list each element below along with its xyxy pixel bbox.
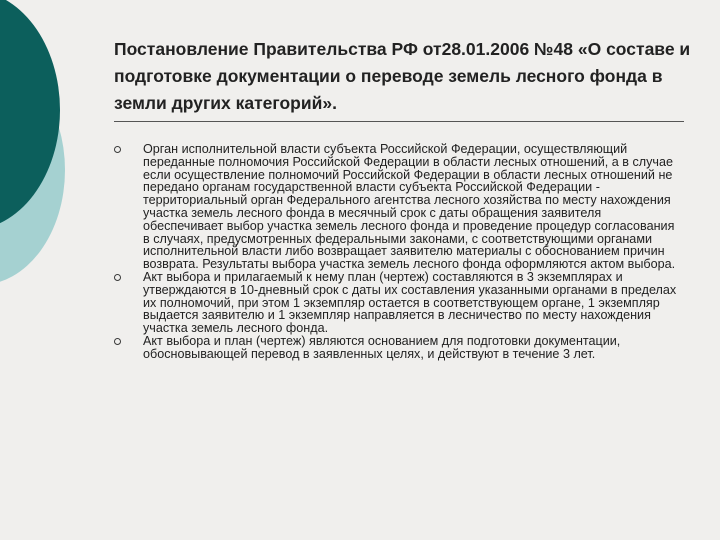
decorative-circles	[0, 0, 120, 300]
bullet-text: Орган исполнительной власти субъекта Российской Федерации, осуществляющий переданные полномочия Российской Федерации в области лесных отношений, а в случае если осуществление полномочий Российской Федерации в области лесных отношений не передано органам государственной власти субъекта Российской Федерации - территориальный орган Федерального агентства лесного хозяйства по месту нахождения участка земель лесного фонда в месячный срок с даты обращения заявителя обеспечивает выбор участка земель лесного фонда и проведение процедур согласования в случаях, предусмотренных федеральными законами, с соответствующими органами исполнительной власти либо возвращает заявителю материалы с обоснованием причин возврата. Результаты выбора участка земель лесного фонда оформляются актом выбора.	[143, 142, 676, 272]
bullet-text: Акт выбора и план (чертеж) являются основанием для подготовки документации, обосновывающей перевод в заявленных целях, и действуют в течение 3 лет.	[143, 333, 621, 361]
bullet-circle-icon	[114, 274, 121, 281]
slide-title: Постановление Правительства РФ от28.01.2006 №48 «О составе и подготовке документации о переводе земель лесного фонда в земли других категорий».	[114, 39, 691, 113]
bullet-circle-icon	[114, 338, 121, 345]
bullet-circle-icon	[114, 146, 121, 153]
bullet-item	[112, 271, 682, 335]
bullet-item	[112, 143, 682, 271]
bullet-text: Акт выбора и прилагаемый к нему план (чертеж) составляются в 3 экземплярах и утверждаются в 10-дневный срок с даты их составления указанными органами в пределах их полномочий, при этом 1 экземпляр остается в соответствующем органе, 1 экземпляр выдается заявителю и 1 экземпляр направляется в лесничество по месту нахождения участка земель лесного фонда.	[143, 269, 677, 336]
bullet-item	[112, 335, 682, 361]
title-divider	[114, 121, 684, 122]
bullet-list	[112, 143, 682, 361]
